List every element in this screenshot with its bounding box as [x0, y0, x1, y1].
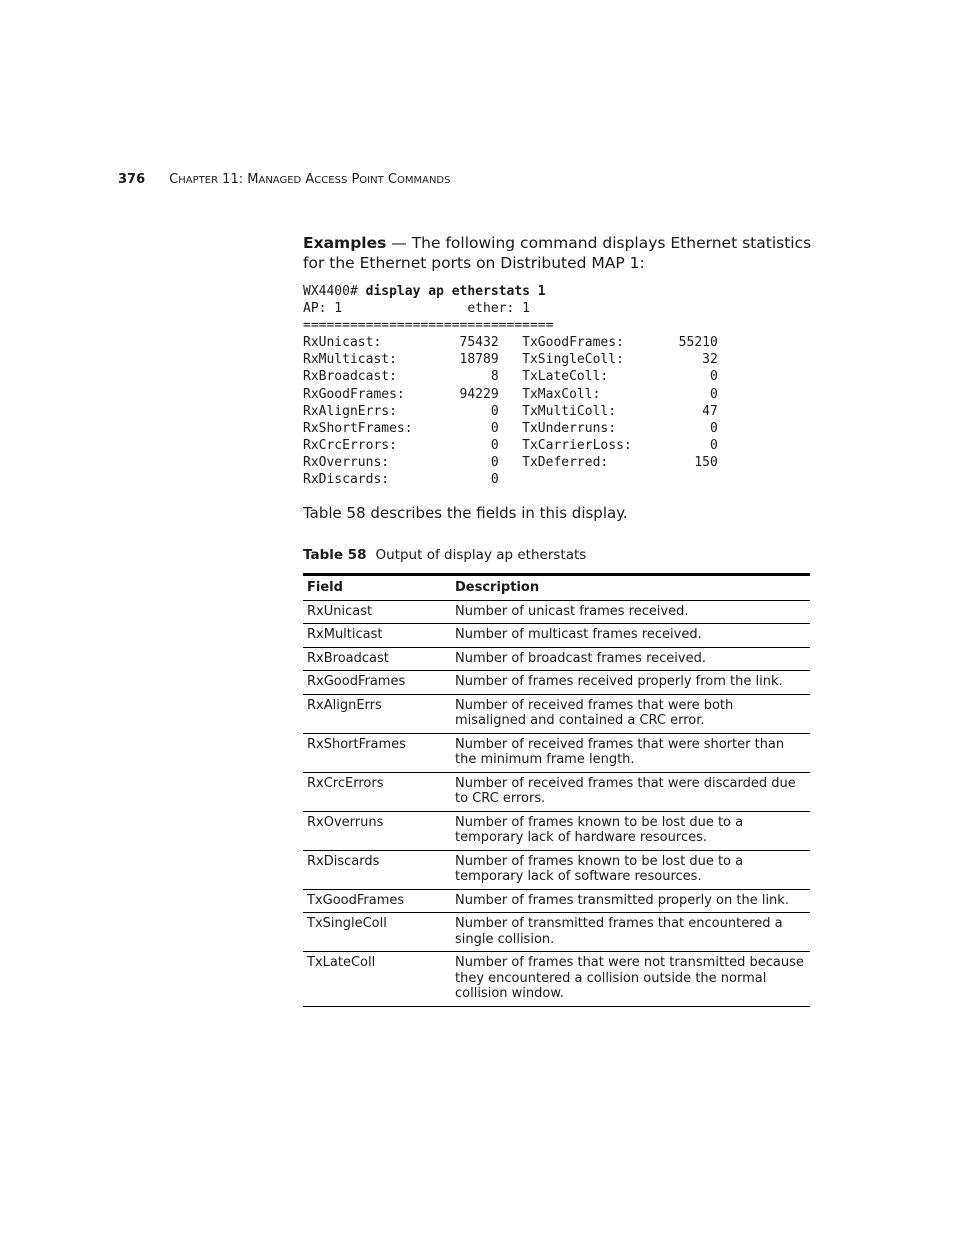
description-cell: Number of transmitted frames that encountered a single collision. [451, 913, 810, 952]
cli-output: AP: 1 ether: 1 ================================ RxUnicast: 75432 TxGoodFrames: 55210 RxMulticast: 18789 TxSingleColl: 32 RxBroadcast: 8 TxLateColl: 0 RxGoodFrames: 94229 TxMaxColl: 0 RxAlignErrs: 0 TxMultiColl: 47 RxShortFrames: 0 TxUnderruns: 0 RxCrcErrors: 0 TxCarrierLoss: 0 RxOverruns: 0 TxDeferred: 150 RxDiscards: 0 [303, 301, 718, 488]
cli-command: display ap etherstats 1 [365, 284, 546, 299]
examples-label: Examples [303, 234, 387, 252]
table-row [303, 811, 810, 850]
description-cell: Number of frames known to be lost due to a temporary lack of hardware resources. [451, 811, 810, 850]
description-cell: Number of unicast frames received. [451, 600, 810, 624]
description-cell: Number of frames transmitted properly on the link. [451, 889, 810, 913]
table-row [303, 671, 810, 695]
description-cell: Number of received frames that were discarded due to CRC errors. [451, 772, 810, 811]
field-cell: RxCrcErrors [303, 772, 451, 811]
description-cell: Number of frames received properly from the link. [451, 671, 810, 695]
field-cell: RxAlignErrs [303, 694, 451, 733]
fields-table [303, 573, 810, 1007]
description-cell: Number of received frames that were shorter than the minimum frame length. [451, 733, 810, 772]
field-cell: RxBroadcast [303, 647, 451, 671]
field-cell: RxShortFrames [303, 733, 451, 772]
intro-paragraph [303, 234, 818, 273]
table-row [303, 850, 810, 889]
description-cell: Number of broadcast frames received. [451, 647, 810, 671]
table-row [303, 624, 810, 648]
field-cell: TxLateColl [303, 952, 451, 1007]
table-row [303, 600, 810, 624]
cli-example [303, 283, 718, 488]
table-header-row [303, 575, 810, 601]
header-field: Field [303, 575, 451, 601]
cli-prompt: WX4400# [303, 284, 366, 299]
field-cell: RxGoodFrames [303, 671, 451, 695]
table-row [303, 952, 810, 1007]
field-cell: RxMulticast [303, 624, 451, 648]
description-cell: Number of frames that were not transmitted because they encountered a collision outside the normal collision window. [451, 952, 810, 1007]
table-row [303, 913, 810, 952]
intro-text: — The following command displays Ethernet statistics for the Ethernet ports on Distributed MAP 1: [303, 234, 812, 272]
running-head [118, 172, 450, 187]
table-caption-title: Output of display ap etherstats [375, 547, 587, 563]
description-cell: Number of multicast frames received. [451, 624, 810, 648]
description-cell: Number of frames known to be lost due to a temporary lack of software resources. [451, 850, 810, 889]
chapter-title: CHAPTER 11: MANAGED ACCESS POINT COMMANDS [169, 172, 451, 187]
table-caption-label: Table 58 [303, 547, 367, 563]
table-row [303, 889, 810, 913]
table-row [303, 647, 810, 671]
table-row [303, 733, 810, 772]
field-cell: TxGoodFrames [303, 889, 451, 913]
table-row [303, 694, 810, 733]
field-cell: RxUnicast [303, 600, 451, 624]
header-description: Description [451, 575, 810, 601]
table-row [303, 772, 810, 811]
field-cell: TxSingleColl [303, 913, 451, 952]
table-reference-text: Table 58 describes the fields in this display. [303, 504, 628, 522]
field-cell: RxOverruns [303, 811, 451, 850]
table-caption [303, 547, 586, 563]
page-number: 376 [118, 172, 146, 187]
field-cell: RxDiscards [303, 850, 451, 889]
description-cell: Number of received frames that were both misaligned and contained a CRC error. [451, 694, 810, 733]
